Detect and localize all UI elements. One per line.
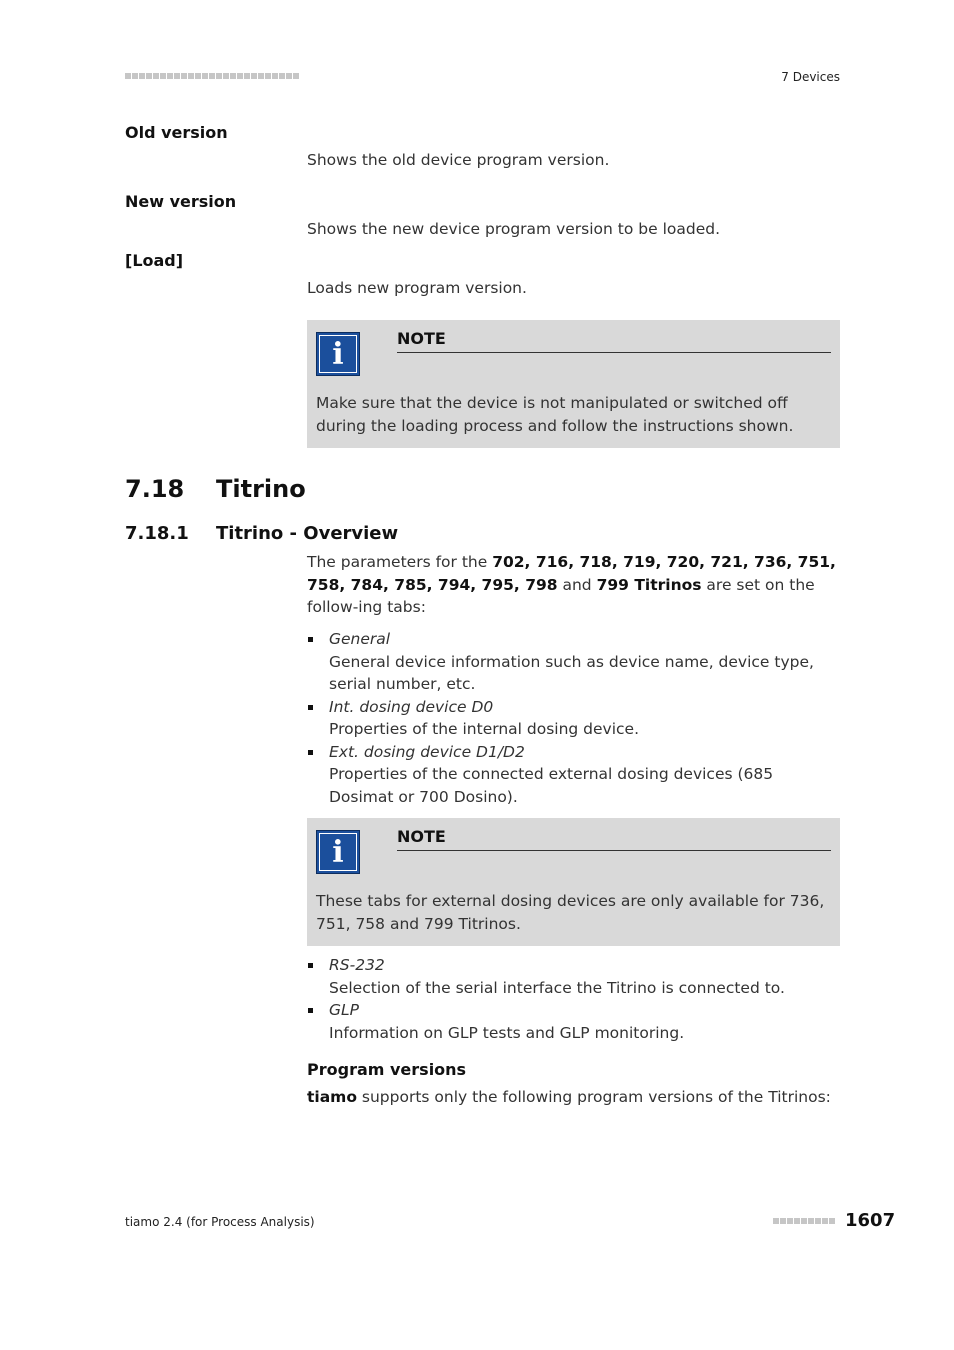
note-box: [307, 320, 840, 448]
list-item: [307, 999, 842, 1044]
note-text: These tabs for external dosing devices are only available for 736, 751, 758 and 799 Titrinos.: [316, 892, 825, 933]
footer-product: tiamo 2.4 (for Process Analysis): [125, 1215, 315, 1229]
tab-list: [307, 628, 842, 808]
product-name: tiamo: [307, 1088, 357, 1106]
tab-name: RS-232: [329, 956, 385, 974]
term-old-version: Old version: [125, 123, 228, 142]
tab-desc: Selection of the serial interface the Titrino is connected to.: [329, 978, 785, 997]
note-divider: [397, 850, 831, 851]
intro-models: 702, 716, 718, 719, 720, 721, 736, 751, 758, 784, 785, 794, 795, 798: [307, 553, 836, 594]
term-load: [Load]: [125, 251, 184, 270]
info-icon: i: [316, 830, 360, 874]
program-versions-sentence: supports only the following program versions of the Titrinos:: [356, 1088, 831, 1106]
intro-paragraph: [307, 551, 842, 619]
intro-and: and: [557, 575, 597, 594]
intro-pre: The parameters for the: [307, 553, 493, 571]
note-title: NOTE: [397, 827, 446, 846]
tab-name: General: [329, 630, 391, 648]
note-divider: [397, 352, 831, 353]
tab-desc: General device information such as device name, device type, serial number, etc.: [329, 652, 814, 693]
term-load-desc: Loads new program version.: [307, 279, 527, 297]
chapter-title: 7 Devices: [781, 70, 840, 84]
term-new-version: New version: [125, 192, 237, 211]
list-item: [307, 741, 842, 809]
tab-name: GLP: [329, 1001, 359, 1019]
info-icon: i: [316, 332, 360, 376]
tab-desc: Properties of the internal dosing device.: [329, 720, 640, 738]
section-title: Titrino: [216, 475, 306, 503]
section-number: 7.18: [125, 475, 185, 503]
intro-last: 799 Titrinos: [596, 575, 702, 594]
program-versions-heading: Program versions: [307, 1060, 467, 1079]
page-number: 1607: [845, 1210, 896, 1231]
list-item: [307, 954, 842, 999]
note-text: Make sure that the device is not manipulated or switched off during the loading process and follow the instructions shown.: [316, 394, 794, 435]
intro-post: are set on the follow-ing tabs:: [307, 575, 815, 616]
footer-decoration: [773, 1218, 835, 1224]
note-title: NOTE: [397, 329, 446, 348]
note-box: [307, 818, 840, 946]
subsection-number: 7.18.1: [125, 523, 189, 544]
term-new-version-desc: Shows the new device program version to be loaded.: [307, 220, 720, 238]
program-versions-text: [307, 1086, 842, 1109]
list-item: [307, 628, 842, 696]
list-item: [307, 696, 842, 741]
tab-desc: Information on GLP tests and GLP monitoring.: [329, 1023, 685, 1042]
tab-name: Ext. dosing device D1/D2: [329, 742, 525, 761]
subsection-title: Titrino - Overview: [216, 523, 399, 544]
tab-name: Int. dosing device D0: [329, 697, 494, 716]
tab-list: [307, 954, 842, 1044]
term-old-version-desc: Shows the old device program version.: [307, 151, 610, 169]
tab-desc: Properties of the connected external dosing devices (685 Dosimat or 700 Dosino).: [329, 765, 774, 806]
header-decoration: [125, 73, 299, 79]
